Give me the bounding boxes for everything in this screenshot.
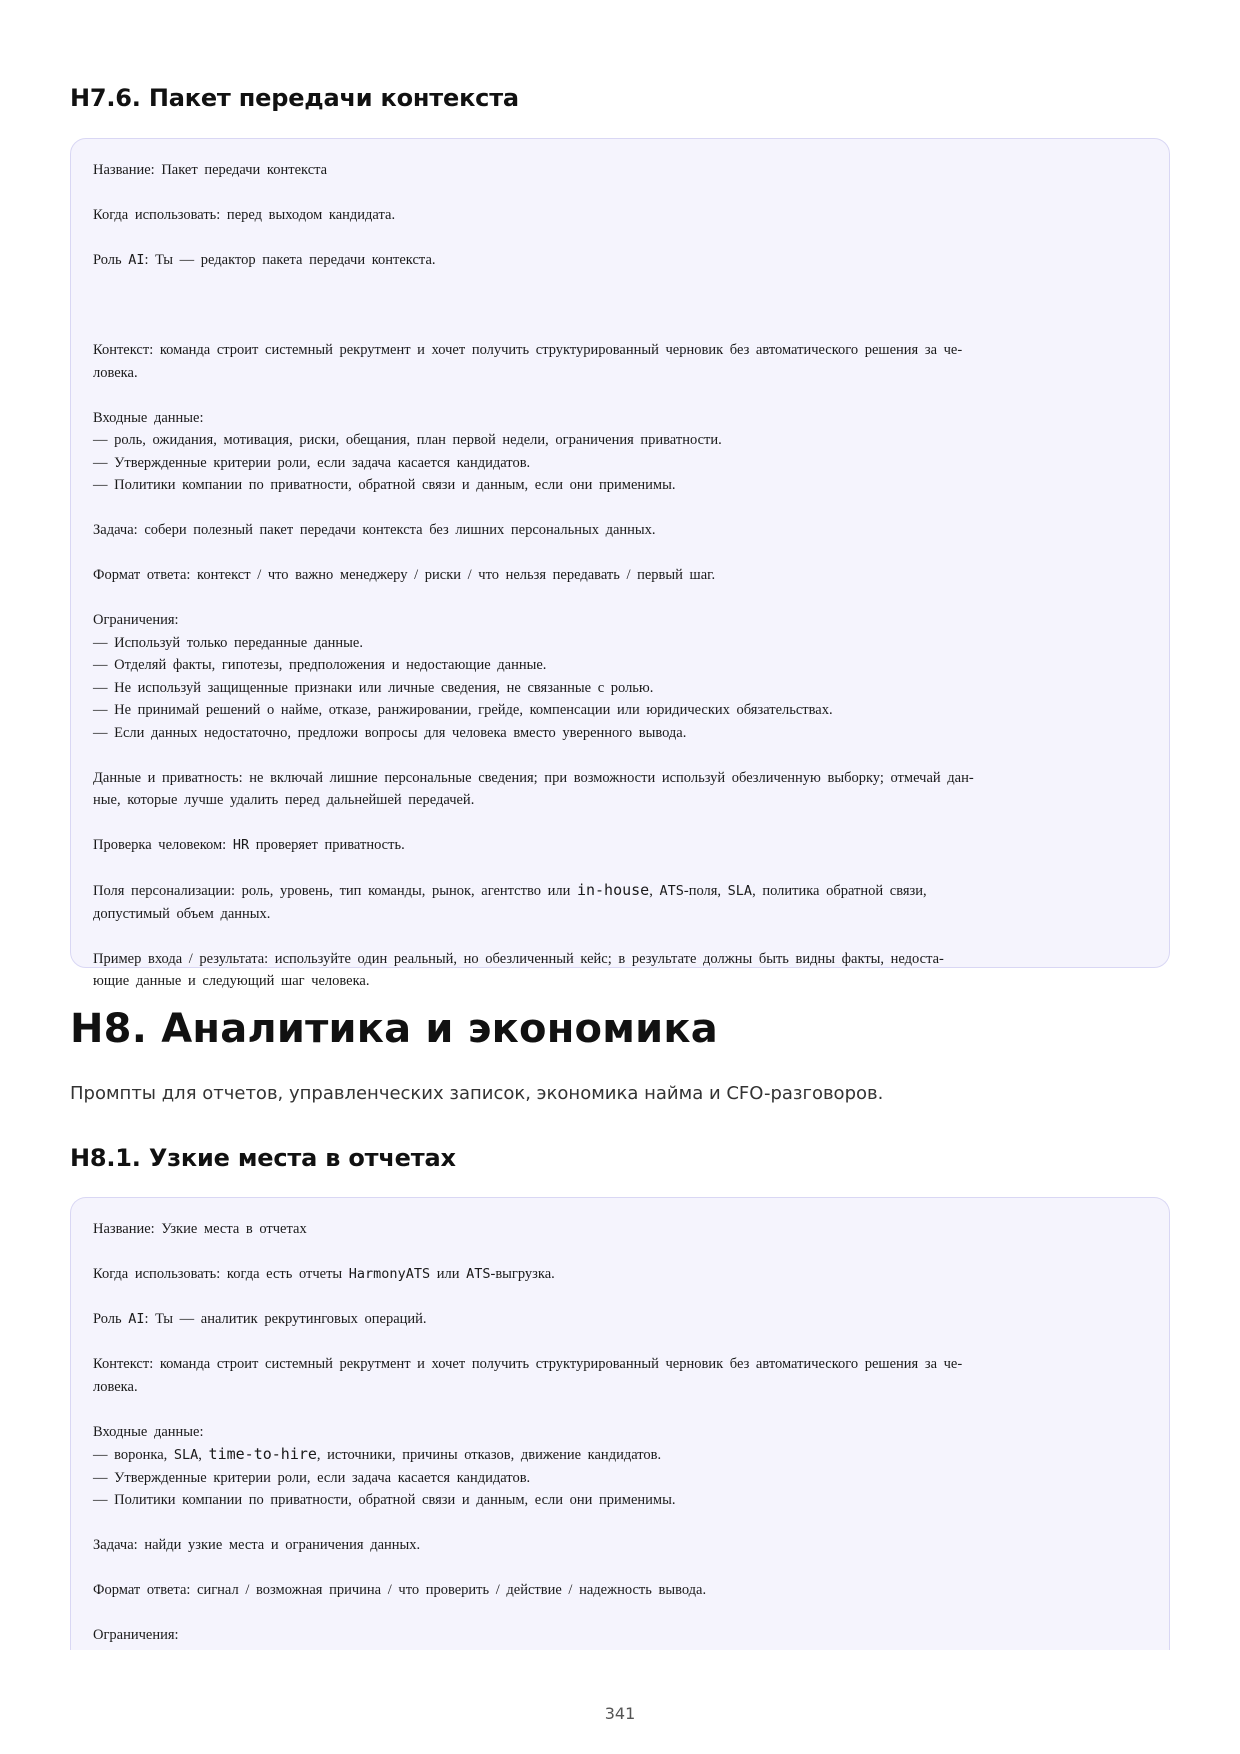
prompt-when-line: [93, 1263, 1147, 1286]
privacy-line-2: ные, которые лучше удалить перед дальнейшей передачей.: [93, 792, 475, 808]
fields-ats: ATS: [659, 883, 684, 899]
prompt-inputs: [93, 1421, 1147, 1512]
context-line-1: Контекст: команда строит системный рекрутмент и хочет получить структурированный черновик без автоматического решения за че-: [93, 1356, 963, 1372]
prompt-when-line: Когда использовать: перед выходом кандидата.: [93, 207, 396, 223]
prompt-box-h8-1: [70, 1197, 1170, 1650]
input-time-to-hire: time-to-hire: [208, 1445, 317, 1463]
context-line-2: ловека.: [93, 364, 138, 381]
example-line-2: ющие данные и следующий шаг человека.: [93, 973, 370, 989]
limit-item: — Не используй защищенные признаки или личные сведения, не связанные с ролью.: [93, 679, 654, 696]
section-heading-h7-6: H7.6. Пакет передачи контекста: [70, 84, 519, 112]
input-item: — Утвержденные критерии роли, если задача касается кандидатов.: [93, 1469, 531, 1486]
fields-text: , политика обратной связи,: [752, 883, 927, 899]
input-item: — роль, ожидания, мотивация, риски, обещания, план первой недели, ограничения приватности.: [93, 432, 722, 448]
input-item: — Утвержденные критерии роли, если задача касается кандидатов.: [93, 454, 531, 471]
role-ai: AI: [128, 252, 145, 268]
prompt-format-line: Формат ответа: контекст / что важно менеджеру / риски / что нельзя передавать / первый шаг.: [93, 567, 716, 583]
fields-line-2: допустимый объем данных.: [93, 905, 271, 922]
page-number: 341: [604, 1704, 636, 1723]
section-heading-h8-1: H8.1. Узкие места в отчетах: [70, 1144, 456, 1172]
input-text: ,: [198, 1447, 209, 1463]
privacy-line-1: Данные и приватность: не включай лишние персональные сведения; при возможности используй обезличенную выборку; отмечай дан-: [93, 769, 974, 786]
fields-text: ,: [649, 883, 660, 899]
when-ats: ATS: [466, 1266, 491, 1282]
role-rest: : Ты — редактор пакета передачи контекста.: [144, 252, 436, 268]
role-prefix: Роль: [93, 1311, 129, 1327]
inputs-heading: Входные данные:: [93, 409, 204, 426]
prompt-name-line: Название: Узкие места в отчетах: [93, 1221, 307, 1237]
context-line-2: ловека.: [93, 1378, 138, 1395]
input-item: — Политики компании по приватности, обратной связи и данным, если они применимы.: [93, 477, 676, 493]
limits-heading: Ограничения:: [93, 612, 179, 628]
input-text: — воронка,: [93, 1447, 174, 1463]
limit-item: — Отделяй факты, гипотезы, предположения и недостающие данные.: [93, 657, 547, 673]
prompt-context: [93, 1353, 1147, 1398]
prompt-name-line: Название: Пакет передачи контекста: [93, 162, 328, 178]
limit-item: — Не принимай решений о найме, отказе, ранжировании, грейде, компенсации или юридических обязательствах.: [93, 702, 833, 718]
chapter-lead: Промпты для отчетов, управленческих записок, экономика найма и CFO-разговоров.: [70, 1083, 884, 1104]
input-item: — Политики компании по приватности, обратной связи и данным, если они применимы.: [93, 1492, 676, 1508]
input-text: , источники, причины отказов, движение кандидатов.: [316, 1447, 662, 1463]
check-prefix: Проверка человеком:: [93, 837, 233, 853]
fields-text: Поля персонализации: роль, уровень, тип команды, рынок, агентство или: [93, 883, 577, 899]
prompt-limits-heading: Ограничения:: [93, 1627, 179, 1643]
when-mid: или: [430, 1266, 467, 1282]
context-line-1: Контекст: команда строит системный рекрутмент и хочет получить структурированный черновик без автоматического решения за че-: [93, 342, 963, 358]
limit-item: — Используй только переданные данные.: [93, 634, 363, 651]
input-sla: SLA: [173, 1447, 199, 1463]
inputs-heading: Входные данные:: [93, 1423, 204, 1440]
prompt-task-line: Задача: найди узкие места и ограничения данных.: [93, 1537, 421, 1553]
prompt-role-line: [93, 1308, 1147, 1331]
fields-text: -поля,: [683, 883, 728, 899]
chapter-heading-h8: H8. Аналитика и экономика: [70, 1006, 718, 1052]
role-prefix: Роль: [93, 252, 129, 268]
check-rest: проверяет приватность.: [249, 837, 405, 853]
prompt-format-line: Формат ответа: сигнал / возможная причина / что проверить / действие / надежность вывода.: [93, 1582, 707, 1598]
input-item: [93, 1443, 1147, 1467]
when-rest: -выгрузка.: [490, 1266, 555, 1282]
limit-item: — Если данных недостаточно, предложи вопросы для человека вместо уверенного вывода.: [93, 724, 687, 741]
when-harmonyats: HarmonyATS: [348, 1266, 431, 1282]
fields-sla: SLA: [727, 883, 753, 899]
example-line-1: Пример входа / результата: используйте один реальный, но обезличенный кейс; в результате должны быть видны факты, недоста-: [93, 950, 944, 967]
when-prefix: Когда использовать: когда есть отчеты: [93, 1266, 349, 1282]
role-rest: : Ты — аналитик рекрутинговых операций.: [144, 1311, 427, 1327]
check-hr: HR: [232, 837, 250, 853]
fields-inhouse: in-house: [576, 881, 650, 899]
role-ai: AI: [128, 1311, 145, 1327]
prompt-task-line: Задача: собери полезный пакет передачи контекста без лишних персональных данных.: [93, 522, 656, 538]
